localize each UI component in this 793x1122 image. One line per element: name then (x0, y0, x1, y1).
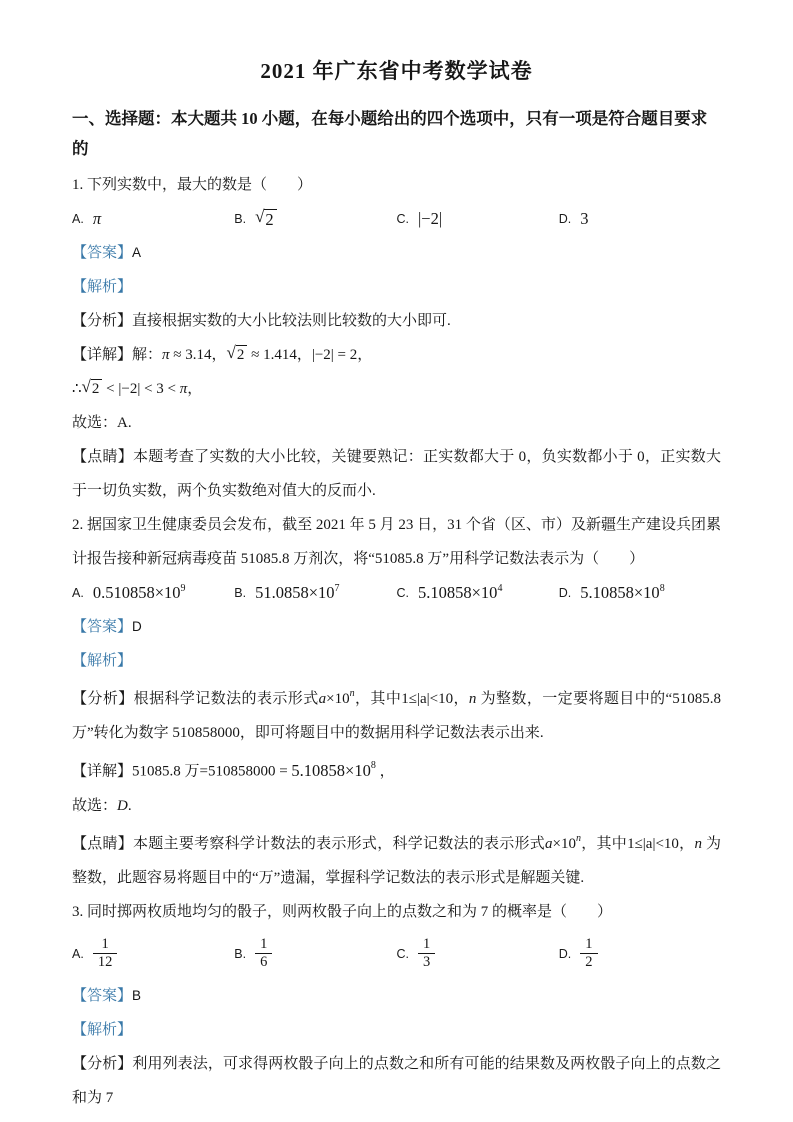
option-2-d (559, 583, 721, 603)
option-label: A. (72, 946, 84, 961)
radical-sign: √ (255, 206, 265, 226)
q2-analysis-header: 【解析】 (72, 653, 133, 669)
option-1-c (397, 209, 559, 229)
numerator: 1 (260, 935, 268, 952)
question-1-stem: 1. 下列实数中，最大的数是（ ） (72, 177, 313, 193)
q1-analysis-text: 【分析】直接根据实数的大小比较法则比较数的大小即可. (72, 313, 451, 329)
q1-detail-line (72, 338, 721, 372)
sqrt-expression (227, 344, 248, 365)
option-3-c (397, 936, 559, 972)
analysis-segment: ， (453, 691, 469, 707)
option-3-a (72, 936, 234, 972)
variable-a: a (545, 835, 553, 852)
option-label: D. (558, 946, 572, 961)
inequality: 1≤|a|<10 (401, 691, 454, 707)
sci-base: 5.10858×10 (291, 760, 371, 780)
pi-symbol: π (162, 347, 170, 363)
sci-exponent: 9 (180, 582, 186, 594)
detail-prefix: 【详解】51085.8 万=510858000 = (72, 763, 292, 780)
variable-a: a (318, 691, 327, 707)
remark-segment: ，其中 (581, 835, 628, 852)
answer-label: 【答案】 (72, 619, 133, 635)
option-label: B. (234, 586, 247, 600)
sci-exponent: 8 (370, 760, 376, 771)
analysis-segment: 【分析】根据科学记数法的表示形式 (72, 691, 319, 707)
variable-n: n (468, 691, 477, 707)
comma: ， (187, 381, 203, 397)
q1-answer-line (72, 236, 721, 270)
sqrt-expression (255, 208, 277, 231)
question-2-stem: 2. 据国家卫生健康委员会发布，截至 2021 年 5 月 23 日，31 个省（区、市）及新疆生产建设兵团累计报告接种新冠病毒疫苗 51085.8 万剂次，将“51085.8 万”用科学记数法表示为（ ） (72, 517, 721, 567)
sci-exponent: 4 (497, 582, 503, 594)
sci-form-expression (318, 688, 355, 707)
answer-value: D (132, 619, 142, 634)
option-label: C. (396, 946, 409, 961)
sci-form-expression (545, 832, 582, 852)
option-1-d (559, 209, 721, 229)
q3-answer-line (72, 979, 721, 1013)
q1-conclusion: 故选：A. (72, 415, 132, 431)
option-value: 3 (580, 209, 589, 228)
inequality: 1≤|a|<10 (627, 835, 679, 852)
option-value (580, 583, 664, 603)
denominator: 2 (580, 953, 597, 971)
q3-analysis-header: 【解析】 (72, 1021, 133, 1038)
sci-base: 5.10858×10 (580, 583, 660, 602)
q2-conclusion (72, 789, 721, 823)
question-3-stem: 3. 同时掷两枚质地均匀的骰子，则两枚骰子向上的点数之和为 7 的概率是（ ） (72, 903, 613, 920)
times-ten: ×10 (326, 691, 350, 707)
q3-analysis-text: 【分析】利用列表法，可求得两枚骰子向上的点数之和所有可能的结果数及两枚骰子向上的点数之和为 7 (72, 1055, 721, 1106)
option-value (255, 583, 339, 603)
detail-prefix: 【详解】解： (72, 347, 163, 363)
option-3-b (234, 936, 396, 972)
numerator: 1 (585, 935, 593, 952)
option-label: B. (234, 212, 247, 226)
option-3-d (559, 936, 721, 972)
sci-base: 0.510858×10 (92, 583, 181, 602)
option-label: D. (558, 212, 572, 226)
remark-segment: 【点睛】本题主要考察科学计数法的表示形式，科学记数法的表示形式 (72, 835, 546, 852)
fraction (418, 936, 435, 972)
detail-segment: ≈ 3.14， (169, 347, 227, 363)
sci-result (291, 761, 375, 780)
variable-n: n (694, 835, 702, 852)
sci-exponent: 7 (334, 582, 340, 594)
option-label: A. (72, 586, 84, 600)
sqrt-expression (82, 378, 103, 399)
denominator: 3 (418, 953, 435, 971)
numerator: 1 (101, 935, 109, 952)
denominator: 12 (93, 953, 118, 971)
option-label: C. (396, 212, 409, 226)
option-value (93, 583, 186, 603)
exponent-n: n (349, 688, 355, 699)
remark-segment: 为整数，此题容易将题目中的“万”遗漏，掌握科学记数法的表示形式是解题关键. (72, 835, 721, 886)
q2-detail-line (72, 750, 721, 789)
radical-sign: √ (81, 377, 91, 396)
q2-answer-line (72, 610, 721, 644)
option-1-a (72, 209, 234, 229)
option-value: |−2| (418, 209, 443, 228)
option-2-a (72, 583, 234, 603)
section-heading: 一、选择题：本大题共 10 小题，在每小题给出的四个选项中，只有一项是符合题目要求的 (72, 109, 708, 158)
q2-analysis-text (72, 678, 721, 750)
option-2-c (397, 583, 559, 603)
pi-symbol: π (179, 381, 188, 397)
fraction (255, 936, 272, 972)
sci-base: 5.10858×10 (418, 583, 498, 602)
numerator: 1 (423, 935, 431, 952)
q1-therefore-line (72, 372, 721, 406)
option-label: C. (396, 586, 409, 600)
question-1-options (72, 202, 721, 236)
answer-value: B (132, 987, 142, 1003)
option-1-b (234, 208, 396, 231)
sci-exponent: 8 (659, 582, 665, 594)
answer-label: 【答案】 (72, 245, 133, 261)
inequality-segment: < |−2| < 3 < (102, 381, 180, 397)
answer-value: A (132, 245, 142, 260)
conclusion-letter: D (117, 797, 128, 814)
q2-remark (72, 823, 721, 895)
radical-sign: √ (226, 343, 236, 362)
sci-base: 51.0858×10 (255, 583, 335, 602)
option-label: D. (558, 586, 572, 600)
option-value: π (92, 209, 102, 228)
radicand: 2 (236, 345, 248, 365)
fraction (93, 936, 118, 972)
analysis-segment: 为整数，一定要将题目中的“51085.8 万”转化为数字 510858000，即可将题目中的数据用科学记数法表示出来. (72, 691, 721, 741)
radicand: 2 (264, 209, 276, 231)
option-label: B. (234, 946, 247, 961)
fraction (580, 936, 597, 972)
question-2-options (72, 576, 721, 610)
q1-analysis-header: 【解析】 (72, 279, 133, 295)
conclusion-prefix: 故选： (72, 797, 118, 814)
times-ten: ×10 (552, 835, 577, 852)
option-value (418, 583, 502, 603)
denominator: 6 (255, 953, 272, 971)
page-title: 2021 年广东省中考数学试卷 (260, 59, 533, 83)
conclusion-period: . (127, 797, 132, 814)
q1-remark: 【点睛】本题考查了实数的大小比较，关键要熟记：正实数都大于 0，负实数都小于 0，正实数大于一切负实数，两个负实数绝对值大的反而小. (72, 449, 721, 499)
option-2-b (234, 583, 396, 603)
comma: ， (375, 763, 395, 780)
answer-label: 【答案】 (72, 987, 133, 1004)
therefore-symbol: ∴ (72, 381, 82, 397)
radicand: 2 (91, 379, 103, 399)
analysis-segment: ，其中 (354, 691, 402, 707)
option-label: A. (72, 212, 84, 226)
exponent-n: n (576, 832, 582, 844)
remark-segment: ， (678, 835, 695, 852)
question-3-options (72, 929, 721, 979)
detail-segment: ≈ 1.414，|−2| = 2， (247, 347, 373, 363)
